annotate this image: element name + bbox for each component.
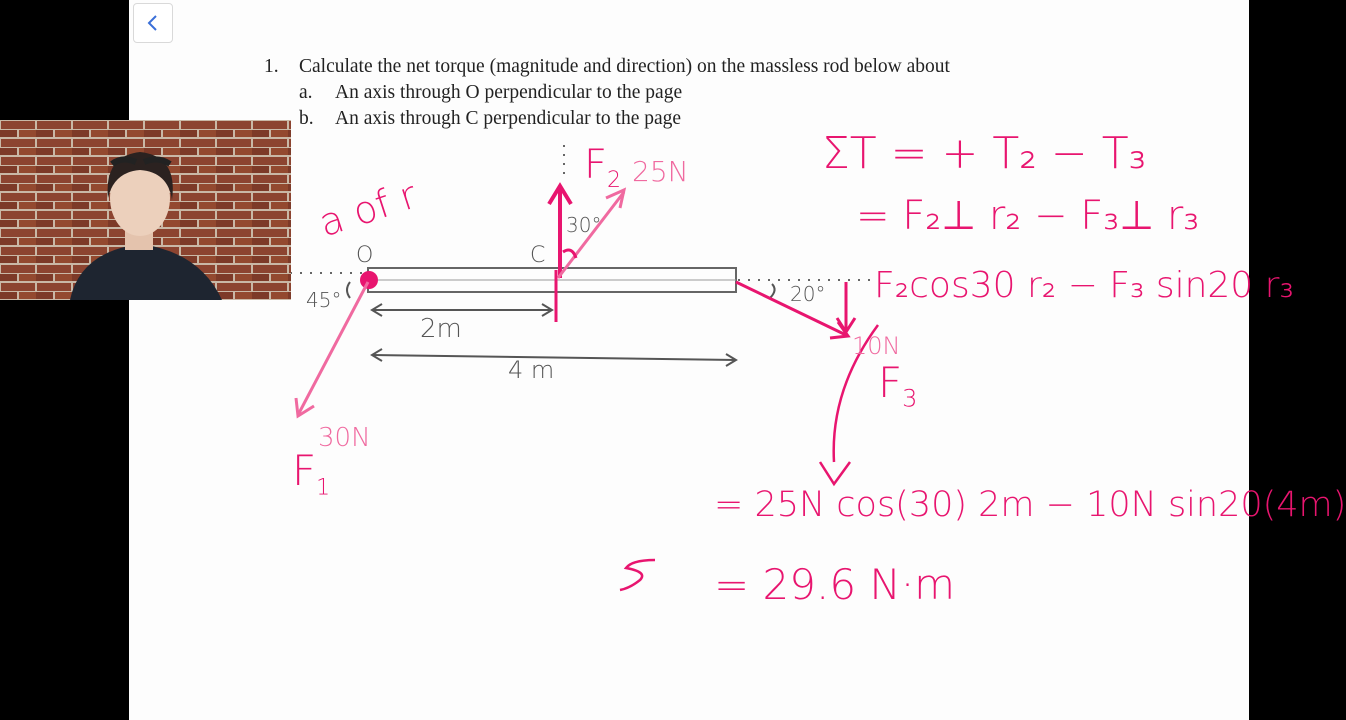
question-number: 1. bbox=[264, 56, 279, 77]
f1-label bbox=[292, 446, 331, 501]
f1-subscript: 1 bbox=[316, 475, 331, 501]
webcam-video bbox=[0, 120, 291, 300]
part-b-text: An axis through C perpendicular to the page bbox=[335, 108, 682, 129]
f1-magnitude: 30N bbox=[318, 423, 371, 453]
webcam-frame bbox=[0, 120, 291, 300]
f2-label bbox=[584, 142, 622, 193]
f1-letter: F bbox=[292, 446, 317, 495]
f2-subscript: 2 bbox=[607, 168, 622, 193]
question-text: Calculate the net torque (magnitude and direction) on the massless rod below about bbox=[299, 56, 950, 77]
equation-substitution: = 25N cos(30) 2m − 10N sin20(4m) bbox=[714, 485, 1346, 525]
direction-mark bbox=[620, 560, 655, 590]
f3-magnitude: 10N bbox=[852, 332, 901, 360]
f3-label bbox=[878, 358, 918, 413]
part-a-letter: a. bbox=[299, 82, 313, 103]
angle-right-label: 20° bbox=[790, 282, 826, 306]
f3-subscript: 3 bbox=[902, 384, 918, 413]
equation-trig: F₂cos30 r₂ − F₃ sin20 r₃ bbox=[874, 265, 1294, 306]
angle-arc-left bbox=[347, 282, 350, 298]
pivot-o-dot bbox=[360, 271, 378, 289]
f2-magnitude: 25N bbox=[632, 155, 689, 188]
f2-letter: F bbox=[584, 142, 608, 188]
angle-arc-right bbox=[770, 284, 775, 298]
part-b-letter: b. bbox=[299, 108, 314, 129]
equation-net-torque: ΣΤ = + Τ₂ − Τ₃ bbox=[822, 128, 1147, 179]
dist-short-label: 2m bbox=[420, 314, 462, 344]
angle-left-label: 45° bbox=[306, 288, 342, 312]
point-c-label: C bbox=[530, 243, 546, 268]
dist-long-label: 4 m bbox=[508, 356, 555, 384]
axis-note: a of r bbox=[313, 172, 423, 246]
angle-arc-top bbox=[563, 250, 576, 258]
part-a-text: An axis through O perpendicular to the page bbox=[335, 82, 683, 103]
angle-top-label: 30° bbox=[566, 213, 602, 237]
equation-result: = 29.6 N·m bbox=[714, 560, 956, 609]
equation-perpendicular: = F₂⊥ r₂ − F₃⊥ r₃ bbox=[856, 193, 1200, 239]
point-o-label: O bbox=[356, 243, 374, 268]
f3-letter: F bbox=[878, 358, 903, 407]
